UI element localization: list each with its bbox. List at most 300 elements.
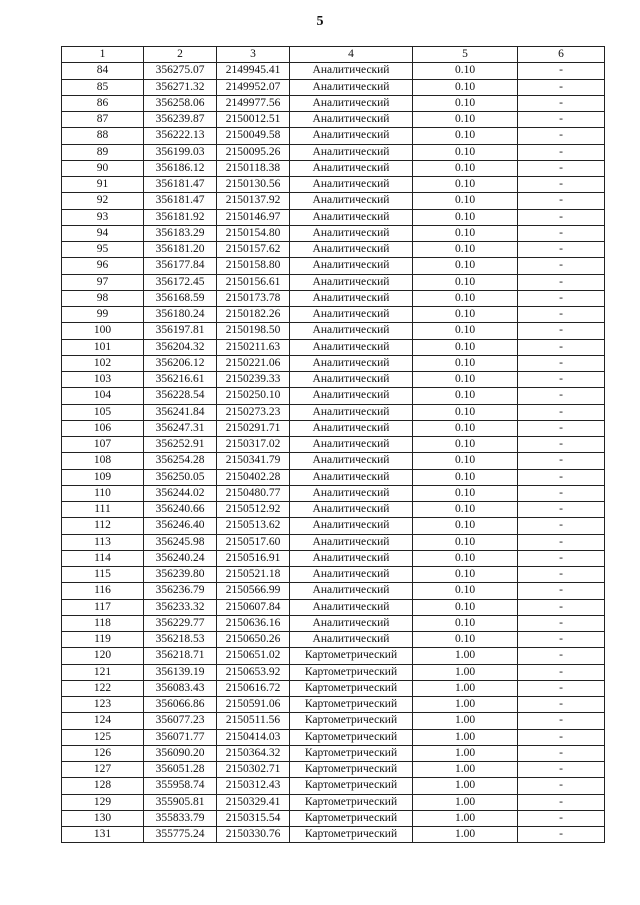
y-coordinate-cell: 2150317.02	[217, 437, 290, 453]
y-coordinate-cell: 2150158.80	[217, 258, 290, 274]
method-cell: Аналитический	[290, 290, 413, 306]
x-coordinate-cell: 356250.05	[144, 469, 217, 485]
x-coordinate-cell: 355833.79	[144, 810, 217, 826]
table-row	[62, 810, 605, 826]
table-row	[62, 664, 605, 680]
table-row	[62, 79, 605, 95]
note-cell: -	[518, 63, 605, 79]
table-row	[62, 713, 605, 729]
accuracy-cell: 1.00	[413, 778, 518, 794]
note-cell: -	[518, 648, 605, 664]
point-number-cell: 117	[62, 599, 144, 615]
x-coordinate-cell: 356181.20	[144, 242, 217, 258]
accuracy-cell: 0.10	[413, 209, 518, 225]
y-coordinate-cell: 2150118.38	[217, 160, 290, 176]
accuracy-cell: 1.00	[413, 762, 518, 778]
method-cell: Аналитический	[290, 274, 413, 290]
y-coordinate-cell: 2150511.56	[217, 713, 290, 729]
y-coordinate-cell: 2150364.32	[217, 745, 290, 761]
method-cell: Картометрический	[290, 778, 413, 794]
note-cell: -	[518, 372, 605, 388]
point-number-cell: 86	[62, 95, 144, 111]
note-cell: -	[518, 209, 605, 225]
y-coordinate-cell: 2150402.28	[217, 469, 290, 485]
accuracy-cell: 1.00	[413, 680, 518, 696]
y-coordinate-cell: 2150157.62	[217, 242, 290, 258]
x-coordinate-cell: 356216.61	[144, 372, 217, 388]
method-cell: Аналитический	[290, 128, 413, 144]
note-cell: -	[518, 339, 605, 355]
note-cell: -	[518, 632, 605, 648]
x-coordinate-cell: 356077.23	[144, 713, 217, 729]
table-row	[62, 794, 605, 810]
method-cell: Картометрический	[290, 762, 413, 778]
x-coordinate-cell: 356206.12	[144, 355, 217, 371]
point-number-cell: 114	[62, 550, 144, 566]
x-coordinate-cell: 356229.77	[144, 615, 217, 631]
y-coordinate-cell: 2150291.71	[217, 420, 290, 436]
point-number-cell: 127	[62, 762, 144, 778]
point-number-cell: 108	[62, 453, 144, 469]
point-number-cell: 100	[62, 323, 144, 339]
table-row	[62, 372, 605, 388]
method-cell: Аналитический	[290, 63, 413, 79]
method-cell: Аналитический	[290, 79, 413, 95]
note-cell: -	[518, 193, 605, 209]
accuracy-cell: 0.10	[413, 632, 518, 648]
x-coordinate-cell: 356252.91	[144, 437, 217, 453]
note-cell: -	[518, 664, 605, 680]
x-coordinate-cell: 356183.29	[144, 225, 217, 241]
x-coordinate-cell: 356228.54	[144, 388, 217, 404]
method-cell: Аналитический	[290, 388, 413, 404]
point-number-cell: 122	[62, 680, 144, 696]
method-cell: Аналитический	[290, 209, 413, 225]
point-number-cell: 93	[62, 209, 144, 225]
method-cell: Аналитический	[290, 258, 413, 274]
note-cell: -	[518, 307, 605, 323]
accuracy-cell: 0.10	[413, 615, 518, 631]
y-coordinate-cell: 2150154.80	[217, 225, 290, 241]
point-number-cell: 102	[62, 355, 144, 371]
method-cell: Аналитический	[290, 177, 413, 193]
accuracy-cell: 0.10	[413, 193, 518, 209]
y-coordinate-cell: 2150329.41	[217, 794, 290, 810]
method-cell: Картометрический	[290, 664, 413, 680]
table-row	[62, 534, 605, 550]
y-coordinate-cell: 2150049.58	[217, 128, 290, 144]
table-row	[62, 437, 605, 453]
point-number-cell: 88	[62, 128, 144, 144]
point-number-cell: 90	[62, 160, 144, 176]
point-number-cell: 104	[62, 388, 144, 404]
point-number-cell: 128	[62, 778, 144, 794]
point-number-cell: 101	[62, 339, 144, 355]
x-coordinate-cell: 356241.84	[144, 404, 217, 420]
method-cell: Аналитический	[290, 583, 413, 599]
y-coordinate-cell: 2150221.06	[217, 355, 290, 371]
note-cell: -	[518, 697, 605, 713]
method-cell: Аналитический	[290, 632, 413, 648]
table-row	[62, 225, 605, 241]
accuracy-cell: 0.10	[413, 550, 518, 566]
note-cell: -	[518, 420, 605, 436]
y-coordinate-cell: 2150095.26	[217, 144, 290, 160]
accuracy-cell: 0.10	[413, 290, 518, 306]
method-cell: Аналитический	[290, 323, 413, 339]
x-coordinate-cell: 356239.80	[144, 567, 217, 583]
x-coordinate-cell: 356177.84	[144, 258, 217, 274]
y-coordinate-cell: 2150182.26	[217, 307, 290, 323]
table-row	[62, 160, 605, 176]
y-coordinate-cell: 2150480.77	[217, 485, 290, 501]
note-cell: -	[518, 794, 605, 810]
y-coordinate-cell: 2150130.56	[217, 177, 290, 193]
note-cell: -	[518, 615, 605, 631]
method-cell: Аналитический	[290, 307, 413, 323]
x-coordinate-cell: 356180.24	[144, 307, 217, 323]
method-cell: Аналитический	[290, 420, 413, 436]
method-cell: Аналитический	[290, 372, 413, 388]
x-coordinate-cell: 356233.32	[144, 599, 217, 615]
note-cell: -	[518, 745, 605, 761]
note-cell: -	[518, 112, 605, 128]
x-coordinate-cell: 356247.31	[144, 420, 217, 436]
accuracy-cell: 1.00	[413, 794, 518, 810]
note-cell: -	[518, 502, 605, 518]
x-coordinate-cell: 356083.43	[144, 680, 217, 696]
table-row	[62, 420, 605, 436]
note-cell: -	[518, 177, 605, 193]
table-row	[62, 729, 605, 745]
x-coordinate-cell: 356236.79	[144, 583, 217, 599]
table-row	[62, 502, 605, 518]
accuracy-cell: 1.00	[413, 810, 518, 826]
accuracy-cell: 0.10	[413, 177, 518, 193]
table-row	[62, 274, 605, 290]
table-row	[62, 193, 605, 209]
table-header-row	[62, 47, 605, 63]
note-cell: -	[518, 680, 605, 696]
method-cell: Аналитический	[290, 534, 413, 550]
accuracy-cell: 0.10	[413, 274, 518, 290]
accuracy-cell: 0.10	[413, 437, 518, 453]
column-header: 3	[217, 47, 290, 63]
note-cell: -	[518, 567, 605, 583]
method-cell: Аналитический	[290, 518, 413, 534]
point-number-cell: 109	[62, 469, 144, 485]
table-row	[62, 648, 605, 664]
note-cell: -	[518, 355, 605, 371]
page-number: 5	[316, 14, 324, 29]
accuracy-cell: 1.00	[413, 729, 518, 745]
note-cell: -	[518, 437, 605, 453]
accuracy-cell: 0.10	[413, 323, 518, 339]
accuracy-cell: 0.10	[413, 355, 518, 371]
accuracy-cell: 1.00	[413, 648, 518, 664]
accuracy-cell: 0.10	[413, 225, 518, 241]
point-number-cell: 106	[62, 420, 144, 436]
note-cell: -	[518, 290, 605, 306]
point-number-cell: 85	[62, 79, 144, 95]
note-cell: -	[518, 225, 605, 241]
y-coordinate-cell: 2150651.02	[217, 648, 290, 664]
accuracy-cell: 0.10	[413, 95, 518, 111]
table-row	[62, 144, 605, 160]
point-number-cell: 118	[62, 615, 144, 631]
method-cell: Картометрический	[290, 745, 413, 761]
method-cell: Аналитический	[290, 453, 413, 469]
table-row	[62, 550, 605, 566]
method-cell: Аналитический	[290, 225, 413, 241]
method-cell: Аналитический	[290, 95, 413, 111]
note-cell: -	[518, 550, 605, 566]
column-header: 1	[62, 47, 144, 63]
y-coordinate-cell: 2150315.54	[217, 810, 290, 826]
y-coordinate-cell: 2150414.03	[217, 729, 290, 745]
point-number-cell: 125	[62, 729, 144, 745]
note-cell: -	[518, 485, 605, 501]
note-cell: -	[518, 713, 605, 729]
accuracy-cell: 0.10	[413, 79, 518, 95]
accuracy-cell: 0.10	[413, 128, 518, 144]
table-row	[62, 355, 605, 371]
method-cell: Аналитический	[290, 615, 413, 631]
point-number-cell: 119	[62, 632, 144, 648]
point-number-cell: 120	[62, 648, 144, 664]
table-row	[62, 615, 605, 631]
y-coordinate-cell: 2150273.23	[217, 404, 290, 420]
point-number-cell: 92	[62, 193, 144, 209]
accuracy-cell: 0.10	[413, 599, 518, 615]
y-coordinate-cell: 2150521.18	[217, 567, 290, 583]
x-coordinate-cell: 355905.81	[144, 794, 217, 810]
y-coordinate-cell: 2150146.97	[217, 209, 290, 225]
note-cell: -	[518, 534, 605, 550]
y-coordinate-cell: 2150173.78	[217, 290, 290, 306]
table-row	[62, 95, 605, 111]
accuracy-cell: 0.10	[413, 63, 518, 79]
point-number-cell: 107	[62, 437, 144, 453]
accuracy-cell: 0.10	[413, 453, 518, 469]
point-number-cell: 89	[62, 144, 144, 160]
table-row	[62, 209, 605, 225]
point-number-cell: 124	[62, 713, 144, 729]
accuracy-cell: 0.10	[413, 518, 518, 534]
note-cell: -	[518, 242, 605, 258]
point-number-cell: 84	[62, 63, 144, 79]
point-number-cell: 98	[62, 290, 144, 306]
point-number-cell: 91	[62, 177, 144, 193]
table-row	[62, 323, 605, 339]
table-row	[62, 112, 605, 128]
x-coordinate-cell: 356090.20	[144, 745, 217, 761]
table-row	[62, 258, 605, 274]
y-coordinate-cell: 2150517.60	[217, 534, 290, 550]
method-cell: Аналитический	[290, 404, 413, 420]
point-number-cell: 94	[62, 225, 144, 241]
point-number-cell: 126	[62, 745, 144, 761]
y-coordinate-cell: 2149945.41	[217, 63, 290, 79]
accuracy-cell: 0.10	[413, 404, 518, 420]
table-row	[62, 778, 605, 794]
y-coordinate-cell: 2150198.50	[217, 323, 290, 339]
note-cell: -	[518, 469, 605, 485]
accuracy-cell: 0.10	[413, 160, 518, 176]
coordinates-table	[61, 46, 605, 843]
method-cell: Аналитический	[290, 567, 413, 583]
y-coordinate-cell: 2150250.10	[217, 388, 290, 404]
y-coordinate-cell: 2150239.33	[217, 372, 290, 388]
table-row	[62, 290, 605, 306]
method-cell: Картометрический	[290, 810, 413, 826]
point-number-cell: 96	[62, 258, 144, 274]
y-coordinate-cell: 2150012.51	[217, 112, 290, 128]
method-cell: Аналитический	[290, 485, 413, 501]
table-row	[62, 485, 605, 501]
y-coordinate-cell: 2150512.92	[217, 502, 290, 518]
method-cell: Картометрический	[290, 648, 413, 664]
note-cell: -	[518, 128, 605, 144]
accuracy-cell: 0.10	[413, 112, 518, 128]
point-number-cell: 131	[62, 827, 144, 843]
method-cell: Картометрический	[290, 713, 413, 729]
y-coordinate-cell: 2150607.84	[217, 599, 290, 615]
method-cell: Аналитический	[290, 242, 413, 258]
accuracy-cell: 0.10	[413, 567, 518, 583]
y-coordinate-cell: 2150302.71	[217, 762, 290, 778]
y-coordinate-cell: 2149952.07	[217, 79, 290, 95]
y-coordinate-cell: 2150513.62	[217, 518, 290, 534]
x-coordinate-cell: 356181.47	[144, 193, 217, 209]
y-coordinate-cell: 2150616.72	[217, 680, 290, 696]
table-row	[62, 469, 605, 485]
x-coordinate-cell: 356218.53	[144, 632, 217, 648]
y-coordinate-cell: 2150330.76	[217, 827, 290, 843]
point-number-cell: 116	[62, 583, 144, 599]
x-coordinate-cell: 356197.81	[144, 323, 217, 339]
x-coordinate-cell: 356139.19	[144, 664, 217, 680]
point-number-cell: 129	[62, 794, 144, 810]
table-row	[62, 63, 605, 79]
table-row	[62, 128, 605, 144]
y-coordinate-cell: 2150156.61	[217, 274, 290, 290]
method-cell: Аналитический	[290, 339, 413, 355]
accuracy-cell: 0.10	[413, 485, 518, 501]
table-row	[62, 745, 605, 761]
accuracy-cell: 1.00	[413, 827, 518, 843]
note-cell: -	[518, 160, 605, 176]
method-cell: Картометрический	[290, 729, 413, 745]
x-coordinate-cell: 356181.92	[144, 209, 217, 225]
accuracy-cell: 1.00	[413, 713, 518, 729]
table-row	[62, 339, 605, 355]
accuracy-cell: 0.10	[413, 242, 518, 258]
y-coordinate-cell: 2150312.43	[217, 778, 290, 794]
point-number-cell: 110	[62, 485, 144, 501]
x-coordinate-cell: 355775.24	[144, 827, 217, 843]
table-row	[62, 242, 605, 258]
point-number-cell: 103	[62, 372, 144, 388]
note-cell: -	[518, 827, 605, 843]
method-cell: Аналитический	[290, 355, 413, 371]
point-number-cell: 97	[62, 274, 144, 290]
x-coordinate-cell: 356254.28	[144, 453, 217, 469]
table-row	[62, 632, 605, 648]
note-cell: -	[518, 95, 605, 111]
column-header: 4	[290, 47, 413, 63]
x-coordinate-cell: 356240.24	[144, 550, 217, 566]
note-cell: -	[518, 518, 605, 534]
y-coordinate-cell: 2150516.91	[217, 550, 290, 566]
y-coordinate-cell: 2150137.92	[217, 193, 290, 209]
note-cell: -	[518, 762, 605, 778]
x-coordinate-cell: 356204.32	[144, 339, 217, 355]
x-coordinate-cell: 355958.74	[144, 778, 217, 794]
column-header: 2	[144, 47, 217, 63]
y-coordinate-cell: 2150650.26	[217, 632, 290, 648]
note-cell: -	[518, 404, 605, 420]
x-coordinate-cell: 356051.28	[144, 762, 217, 778]
y-coordinate-cell: 2149977.56	[217, 95, 290, 111]
x-coordinate-cell: 356066.86	[144, 697, 217, 713]
x-coordinate-cell: 356271.32	[144, 79, 217, 95]
note-cell: -	[518, 79, 605, 95]
column-header: 6	[518, 47, 605, 63]
point-number-cell: 95	[62, 242, 144, 258]
note-cell: -	[518, 583, 605, 599]
x-coordinate-cell: 356181.47	[144, 177, 217, 193]
note-cell: -	[518, 258, 605, 274]
x-coordinate-cell: 356275.07	[144, 63, 217, 79]
note-cell: -	[518, 778, 605, 794]
x-coordinate-cell: 356071.77	[144, 729, 217, 745]
accuracy-cell: 0.10	[413, 420, 518, 436]
table-row	[62, 518, 605, 534]
accuracy-cell: 0.10	[413, 534, 518, 550]
note-cell: -	[518, 323, 605, 339]
accuracy-cell: 1.00	[413, 745, 518, 761]
x-coordinate-cell: 356244.02	[144, 485, 217, 501]
point-number-cell: 121	[62, 664, 144, 680]
x-coordinate-cell: 356245.98	[144, 534, 217, 550]
accuracy-cell: 1.00	[413, 664, 518, 680]
method-cell: Картометрический	[290, 697, 413, 713]
x-coordinate-cell: 356199.03	[144, 144, 217, 160]
note-cell: -	[518, 453, 605, 469]
x-coordinate-cell: 356168.59	[144, 290, 217, 306]
accuracy-cell: 0.10	[413, 144, 518, 160]
accuracy-cell: 0.10	[413, 502, 518, 518]
table-row	[62, 388, 605, 404]
table-row	[62, 567, 605, 583]
method-cell: Аналитический	[290, 599, 413, 615]
x-coordinate-cell: 356186.12	[144, 160, 217, 176]
x-coordinate-cell: 356258.06	[144, 95, 217, 111]
note-cell: -	[518, 274, 605, 290]
y-coordinate-cell: 2150566.99	[217, 583, 290, 599]
note-cell: -	[518, 729, 605, 745]
accuracy-cell: 1.00	[413, 697, 518, 713]
table-row	[62, 697, 605, 713]
table-row	[62, 762, 605, 778]
table-row	[62, 599, 605, 615]
method-cell: Аналитический	[290, 437, 413, 453]
point-number-cell: 105	[62, 404, 144, 420]
accuracy-cell: 0.10	[413, 339, 518, 355]
table-row	[62, 404, 605, 420]
accuracy-cell: 0.10	[413, 372, 518, 388]
